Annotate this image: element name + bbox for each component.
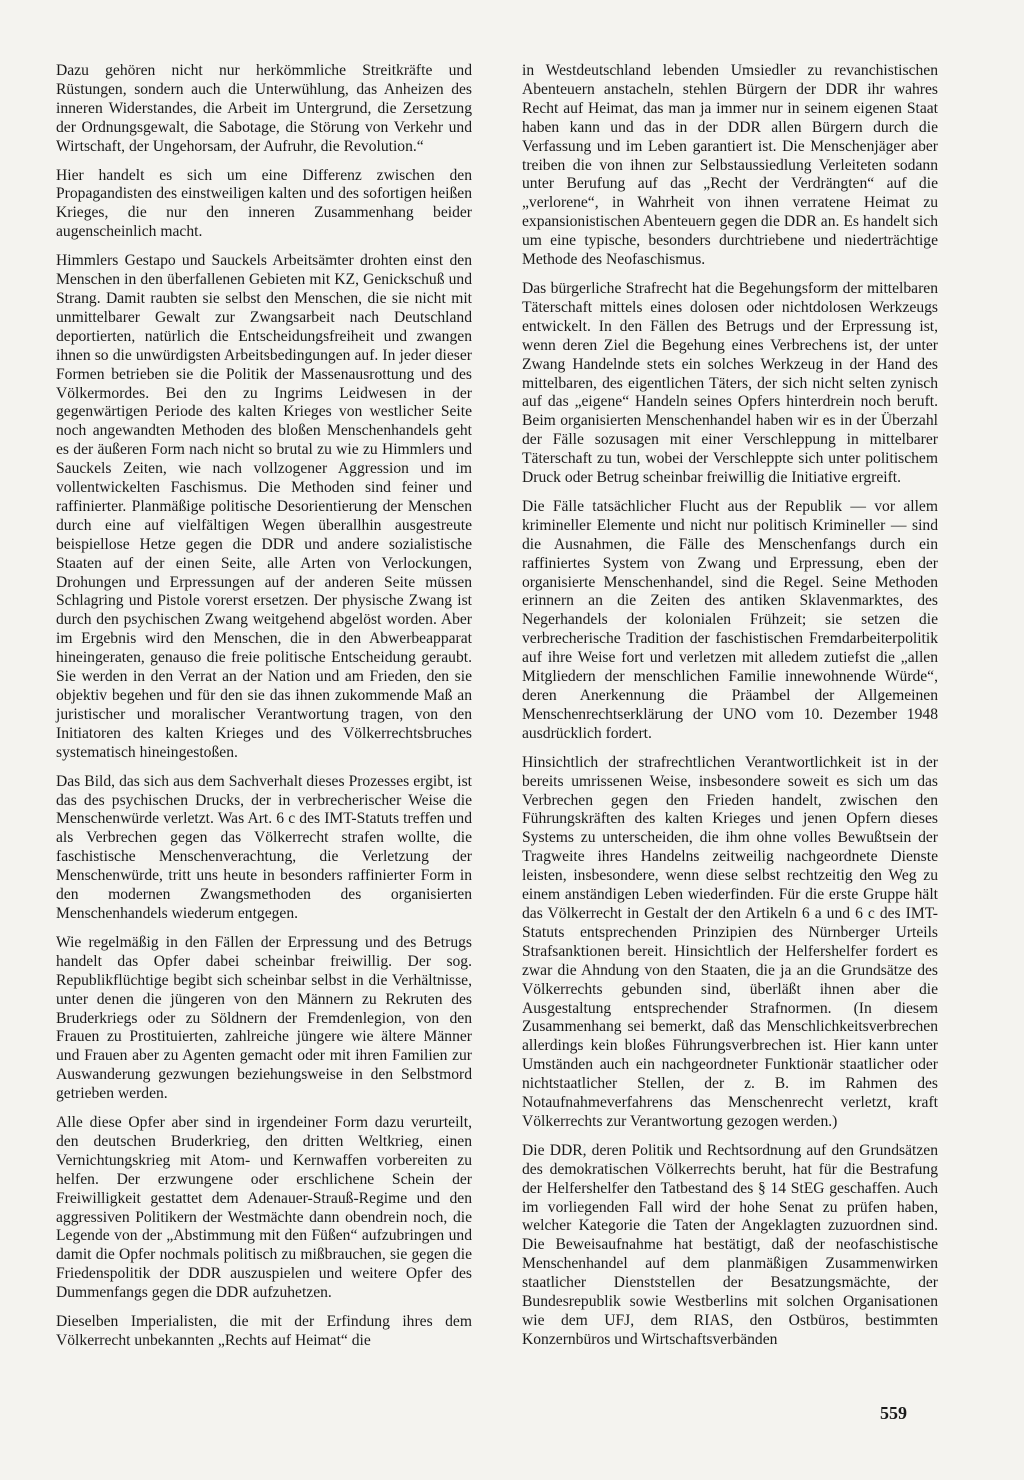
paragraph: Hinsichtlich der strafrechtlichen Verantwortlichkeit ist in der bereits umrissenen Weise, insbesondere soweit es sich um das Verbrechen gegen den Frieden handelt, zwischen den Führungskräften des kalten Krieges und jenen Opfern dieses Systems zu unterscheiden, die ihm ohne volles Bewußtsein der Tragweite ihres Handelns zeitweilig nachgeordnete Dienste leisten, insbesondere, wenn diese selbst rechtzeitig den Weg zu einem anständigen Leben wiederfinden. Für die erste Gruppe hält das Völkerrecht in Gestalt der den Artikeln 6 a und 6 c des IMT-Statuts entsprechenden Prinzipien des Nürnberger Urteils Strafsanktionen bereit. Hinsichtlich der Helfershelfer fordert es zwar die Ahndung von den Staaten, die ja an die Grundsätze des Völkerrechts gebunden sind, überläßt ihnen aber die Ausgestaltung entsprechender Strafnormen. (In diesem Zusammenhang sei bemerkt, daß das Menschlichkeitsverbrechen allerdings kein bloßes Führungsverbrechen ist. Hier kann unter Umständen auch ein nachgeordneter Funktionär staatlicher oder nichtstaatlicher Stellen, der z. B. im Rahmen des Notaufnahmeverfahrens das Menschenrecht verletzt, kraft Völkerrechts zur Verantwortung gezogen werden.) bbox=[522, 753, 938, 1130]
paragraph: Himmlers Gestapo und Sauckels Arbeitsämter drohten einst den Menschen in den überfallenen Gebieten mit KZ, Genickschuß und Strang. Damit raubten sie selbst den Menschen, die sie nicht mit unmittelbarer Gewalt zur Zwangsarbeit nach Deutschland deportierten, natürlich die Entscheidungsfreiheit und zwangen ihnen so die unwürdigsten Arbeitsbedingungen auf. In jeder dieser Formen betrieben sie die Politik der Massenausrottung und des Völkermordes. Bei den zu Ingrims Leidwesen in der gegenwärtigen Periode des kalten Krieges von westlicher Seite noch angewandten Methoden des bloßen Menschenhandels geht es der äußeren Form nach nicht so brutal zu wie zu Himmlers und Sauckels Zeiten, wie nach vollzogener Aggression und im vollentwickelten Faschismus. Die Methoden sind feiner und raffinierter. Planmäßige politische Desorientierung der Menschen durch eine auf vielfältigen Wegen überallhin ausgestreute beispiellose Hetze gegen die DDR und andere sozialistische Staaten auf der einen Seite, alle Arten von Verlockungen, Drohungen und Erpressungen auf der anderen Seite müssen Schlagring und Pistole vorerst ersetzen. Der physische Zwang ist durch den psychischen Zwang weitgehend abgelöst worden. Aber im Ergebnis wird den Menschen, die in den Abwerbeapparat hineingeraten, genauso die freie politische Entscheidung geraubt. Sie werden in den Verrat an der Nation und am Frieden, den sie objektiv begehen und für den sie das ihnen zukommende Maß an juristischer und moralischer Verantwortung tragen, von den Initiatoren des kalten Krieges und des Völkerrechtsbruches systematisch hineingestoßen. bbox=[56, 252, 472, 761]
paragraph: Dieselben Imperialisten, die mit der Erfindung ihres dem Völkerrecht unbekannten „Rechts auf Heimat“ die bbox=[56, 1313, 472, 1349]
paragraph: Dazu gehören nicht nur herkömmliche Streitkräfte und Rüstungen, sondern auch die Unterwühlung, das Anheizen des inneren Widerstandes, die Arbeit im Untergrund, die Zersetzung der Ordnungsgewalt, die Sabotage, die Störung von Verkehr und Wirtschaft, der Ungehorsam, der Aufruhr, die Revolution.“ bbox=[56, 62, 472, 155]
paragraph: Die DDR, deren Politik und Rechtsordnung auf den Grundsätzen des demokratischen Völkerrechts beruht, hat für die Bestrafung der Helfershelfer den Tatbestand des § 14 StEG geschaffen. Auch im vorliegenden Fall wird der hohe Senat zu prüfen haben, welcher Kategorie die Taten der Angeklagten zuzuordnen sind. Die Beweisaufnahme hat bestätigt, daß der neofaschistische Menschenhandel auf dem planmäßigen Zusammenwirken staatlicher Dienststellen der Besatzungsmächte, der Bundesrepublik sowie Westberlins mit solchen Organisationen wie dem UFJ, dem RIAS, den Ostbüros, bestimmten Konzernbüros und Wirtschaftsverbänden bbox=[522, 1141, 938, 1348]
paragraph: Hier handelt es sich um eine Differenz zwischen den Propagandisten des einstweiligen kalten und des sofortigen heißen Krieges, die nur den inneren Zusammenhang beider augenscheinlich macht. bbox=[56, 166, 472, 241]
paragraph: Das bürgerliche Strafrecht hat die Begehungsform der mittelbaren Täterschaft mittels eines dolosen oder nichtdolosen Werkzeugs entwickelt. In den Fällen des Betrugs und der Erpressung ist, wenn deren Ziel die Begehung eines Verbrechens ist, der unter Zwang Handelnde stets ein solches Werkzeug in der Hand des mittelbaren, des eigentlichen Täters, der sich nicht selten zynisch auf das „eigene“ Handeln seines Opfers hinterdrein noch beruft. Beim organisierten Menschenhandel haben wir es in der Überzahl der Fälle sozusagen mit einer Verschleppung in mittelbarer Täterschaft zu tun, wobei der Verschleppte sich unter politischem Druck oder Betrug scheinbar freiwillig die Initiative ergreift. bbox=[522, 279, 938, 487]
paragraph: Wie regelmäßig in den Fällen der Erpressung und des Betrugs handelt das Opfer dabei scheinbar freiwillig. Der sog. Republikflüchtige begibt sich scheinbar selbst in die Verhältnisse, unter denen die jüngeren von den Männern zu Rekruten des Bruderkriegs oder zu Söldnern der Fremdenlegion, von den Frauen zu Prostituierten, zahlreiche jüngere wie ältere Männer und Frauen aber zu Agenten gemacht oder mit ihren Familien zur Auswanderung gezwungen beziehungsweise in den Selbstmord getrieben werden. bbox=[56, 933, 472, 1103]
page-number: 559 bbox=[880, 1403, 907, 1423]
left-column bbox=[56, 62, 472, 1361]
paragraph: Alle diese Opfer aber sind in irgendeiner Form dazu verurteilt, den deutschen Bruderkrieg, den dritten Weltkrieg, einen Vernichtungskrieg mit Atom- und Kernwaffen vorbereiten zu helfen. Der erzwungene oder erschlichene Schein der Freiwilligkeit gestattet dem Adenauer-Strauß-Regime und den aggressiven Politikern der Westmächte dann obendrein noch, die Legende von der „Abstimmung mit den Füßen“ aufzubringen und damit die Opfer nochmals politisch zu mißbrauchen, sie gegen die Friedenspolitik der DDR auszuspielen und weitere Opfer des Dummenfangs gegen die DDR aufzuhetzen. bbox=[56, 1114, 472, 1302]
paragraph: Das Bild, das sich aus dem Sachverhalt dieses Prozesses ergibt, ist das des psychischen Drucks, der in verbrecherischer Weise die Menschenwürde verletzt. Was Art. 6 c des IMT-Statuts treffen und als Verbrechen gegen das Völkerrecht strafen wollte, die faschistische Menschenverachtung, die Verletzung der Menschenwürde, tritt uns heute in besonders raffinierter Form in den modernen Zwangsmethoden des organisierten Menschenhandels wiederum entgegen. bbox=[56, 772, 472, 922]
paragraph: in Westdeutschland lebenden Umsiedler zu revanchistischen Abenteuern anstacheln, stehlen Bürgern der DDR ihr wahres Recht auf Heimat, das man ja immer nur in seinem eigenen Staat haben kann und das in der DDR allen Bürgern durch die Verfassung und im Leben garantiert ist. Die Menschenjäger aber treiben die von ihnen zur Selbstaussiedlung Verleiteten sodann unter Berufung auf das „Recht der Verdrängten“ auf die „verlorene“, in Wahrheit von ihnen verratene Heimat zu expansionistischen Abenteuern gegen die DDR an. Es handelt sich um eine typische, besonders durchtriebene und niederträchtige Methode des Neofaschismus. bbox=[522, 62, 938, 269]
right-column bbox=[522, 62, 938, 1360]
paragraph: Die Fälle tatsächlicher Flucht aus der Republik — vor allem krimineller Elemente und nicht nur politisch Krimineller — sind die Ausnahmen, die Fälle des Menschenfangs durch ein raffiniertes System von Zwang und Erpressung, eben der organisierte Menschenhandel, sind die Regel. Seine Methoden erinnern an die Zeiten des antiken Sklavenmarktes, des Negerhandels der kolonialen Frühzeit; sie setzen die verbrecherische Tradition der faschistischen Fremdarbeiterpolitik auf ihre Weise fort und verletzen mit alledem zutiefst die „allen Mitgliedern der menschlichen Familie innewohnende Würde“, deren Anerkennung die Präambel der Allgemeinen Menschenrechtserklärung der UNO vom 10. Dezember 1948 ausdrücklich fordert. bbox=[522, 497, 938, 742]
